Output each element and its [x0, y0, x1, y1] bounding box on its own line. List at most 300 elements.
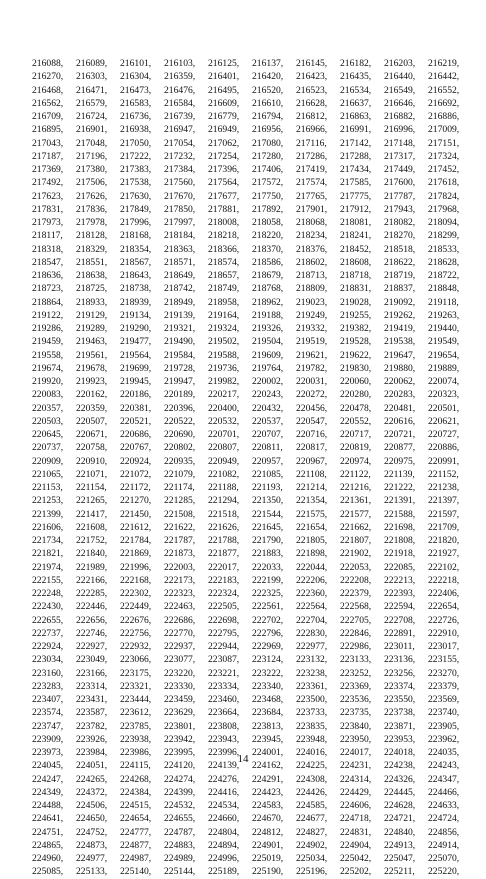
number-cell: 220532,	[208, 415, 240, 427]
number-cell: 223011,	[384, 641, 415, 652]
number-cell: 220507,	[76, 415, 108, 427]
number-cell: 221752,	[76, 535, 108, 546]
number-cell: 221361,	[340, 495, 372, 507]
number-cell: 218719,	[384, 270, 416, 281]
number-cell: 220949,	[208, 455, 240, 467]
number-cell: 216709,	[32, 111, 64, 122]
number-cell: 222726,	[428, 614, 460, 626]
number-cell: 219324,	[208, 323, 240, 334]
number-cell: 218184,	[164, 230, 196, 242]
number-cell: 219290,	[120, 323, 152, 334]
number-cell: 220701,	[208, 429, 240, 440]
number-cell: 217670,	[164, 190, 196, 202]
number-cell: 220811,	[252, 442, 283, 454]
number-cell: 219092,	[384, 296, 416, 308]
number-cell: 216549,	[384, 84, 416, 96]
number-cell: 218081,	[340, 217, 372, 228]
number-cell: 217254,	[208, 150, 240, 162]
number-cell: 219880,	[384, 362, 416, 374]
number-cell: 220359,	[76, 402, 108, 414]
number-cell: 216562,	[32, 97, 64, 109]
number-cell: 220280,	[340, 389, 372, 401]
number-cell: 221918,	[384, 548, 416, 560]
number-cell: 222770,	[164, 627, 196, 639]
number-cell: 222986,	[340, 641, 372, 652]
number-cell: 220877,	[384, 442, 416, 454]
table-row	[32, 614, 472, 627]
number-cell: 224873,	[76, 839, 108, 851]
table-row	[32, 561, 472, 574]
number-cell: 221869,	[120, 548, 152, 560]
number-cell: 221265,	[76, 495, 108, 507]
number-cell: 219609,	[252, 349, 284, 361]
number-cell: 218366,	[208, 243, 240, 255]
number-cell: 216628,	[296, 97, 328, 109]
number-cell: 222449,	[120, 601, 152, 613]
number-cell: 216401,	[208, 71, 240, 83]
number-cell: 218608,	[340, 256, 372, 268]
table-row	[32, 402, 472, 415]
number-cell: 221108,	[296, 468, 327, 480]
number-cell: 225220,	[428, 866, 460, 878]
number-cell: 219382,	[340, 323, 372, 334]
number-cell: 224883,	[164, 839, 196, 851]
number-cell: 220621,	[428, 415, 460, 427]
number-cell: 223733,	[296, 707, 328, 719]
number-cell: 220083,	[32, 389, 64, 401]
number-cell: 219736,	[208, 362, 240, 374]
number-cell: 223321,	[120, 680, 152, 692]
number-cell: 219504,	[252, 336, 284, 348]
number-cell: 219477,	[120, 336, 152, 348]
number-cell: 224051,	[76, 760, 108, 772]
number-cell: 222944,	[208, 641, 240, 652]
number-cell: 216966,	[296, 124, 328, 136]
number-cell: 220323,	[428, 389, 460, 401]
number-cell: 217196,	[76, 150, 108, 162]
number-cell: 224120,	[164, 760, 196, 772]
number-cell: 221391,	[384, 495, 416, 507]
number-cell: 219564,	[120, 349, 152, 361]
table-row	[32, 428, 472, 441]
number-cell: 217492,	[32, 177, 64, 189]
number-cell: 221193,	[252, 482, 283, 493]
number-cell: 224670,	[252, 813, 284, 825]
number-cell: 221508,	[164, 508, 196, 520]
number-cell: 220975,	[384, 455, 416, 467]
number-cell: 218094,	[428, 217, 460, 228]
number-cell: 223740,	[428, 707, 460, 719]
number-cell: 218939,	[120, 296, 152, 308]
number-cell: 220935,	[164, 455, 196, 467]
number-cell: 216471,	[76, 84, 108, 96]
table-row	[32, 600, 472, 613]
number-cell: 219519,	[296, 336, 328, 348]
table-row	[32, 362, 472, 375]
number-cell: 218958,	[208, 296, 240, 308]
number-cell: 221840,	[76, 548, 108, 560]
number-cell: 218749,	[208, 283, 240, 295]
number-cell: 222360,	[296, 588, 328, 599]
table-row	[32, 415, 472, 428]
number-cell: 216219,	[428, 58, 460, 69]
number-cell: 217600,	[384, 177, 416, 189]
number-cell: 225047,	[384, 853, 416, 864]
number-cell: 218567,	[120, 256, 152, 268]
number-cell: 221397,	[428, 495, 460, 507]
table-row	[32, 97, 472, 110]
number-cell: 218718,	[340, 270, 372, 281]
number-cell: 222208,	[340, 574, 372, 586]
number-cell: 217881,	[208, 203, 240, 215]
table-row	[32, 508, 472, 521]
number-cell: 221645,	[252, 521, 284, 533]
number-cell: 222830,	[296, 627, 328, 639]
number-cell: 221154,	[76, 482, 107, 493]
number-cell: 223459,	[164, 694, 196, 705]
number-cell: 224035,	[428, 747, 460, 758]
number-cell: 219584,	[164, 349, 196, 361]
number-cell: 218962,	[252, 296, 284, 308]
table-row	[32, 110, 472, 123]
number-cell: 218837,	[384, 283, 416, 295]
number-cell: 222655,	[32, 614, 64, 626]
table-row	[32, 70, 472, 83]
number-cell: 223550,	[384, 694, 416, 705]
number-cell: 221174,	[164, 482, 195, 493]
number-cell: 217973,	[32, 217, 64, 228]
number-cell: 223735,	[340, 707, 372, 719]
number-cell: 220807,	[208, 442, 240, 454]
number-cell: 217849,	[120, 203, 152, 215]
number-cell: 223574,	[32, 707, 64, 719]
number-cell: 220162,	[76, 389, 108, 401]
number-cell: 218547,	[32, 256, 64, 268]
number-cell: 219982,	[208, 376, 240, 387]
number-cell: 224894,	[208, 839, 240, 851]
table-row	[32, 163, 472, 176]
table-row	[32, 640, 472, 653]
number-cell: 223340,	[252, 680, 284, 692]
number-cell: 219674,	[32, 362, 64, 374]
number-cell: 217750,	[252, 190, 284, 202]
number-cell: 216088,	[32, 58, 64, 69]
number-cell: 216991,	[340, 124, 372, 136]
number-cell: 217943,	[384, 203, 416, 215]
number-cell: 220721,	[384, 429, 416, 440]
number-cell: 221270,	[120, 495, 152, 507]
number-cell: 219249,	[296, 309, 328, 321]
number-cell: 224996,	[208, 853, 240, 864]
number-cell: 225190,	[252, 866, 284, 878]
number-cell: 217434,	[340, 164, 372, 175]
number-cell: 218864,	[32, 296, 64, 308]
number-cell: 218809,	[296, 283, 328, 295]
number-cell: 217380,	[76, 164, 108, 175]
number-cell: 222927,	[76, 641, 108, 652]
number-cell: 223314,	[76, 680, 108, 692]
number-cell: 222053,	[340, 561, 372, 573]
number-cell: 222463,	[164, 601, 196, 613]
number-cell: 218329,	[76, 243, 108, 255]
number-cell: 224399,	[164, 786, 196, 798]
number-cell: 220062,	[384, 376, 416, 387]
number-cell: 224751,	[32, 826, 64, 838]
table-row	[32, 799, 472, 812]
number-cell: 221071,	[76, 468, 108, 480]
table-row	[32, 812, 472, 825]
number-cell: 217824,	[428, 190, 460, 202]
number-cell: 220537,	[252, 415, 284, 427]
number-cell: 217151,	[428, 137, 460, 149]
number-cell: 218518,	[384, 243, 416, 255]
number-cell: 216895,	[32, 124, 64, 136]
number-cell: 223996,	[208, 747, 240, 758]
number-cell: 224426,	[296, 786, 328, 798]
number-cell: 217317,	[384, 150, 416, 162]
table-row	[32, 296, 472, 309]
number-cell: 224162,	[252, 760, 284, 772]
table-row	[32, 375, 472, 388]
number-cell: 223629,	[164, 707, 196, 719]
number-cell: 219332,	[296, 323, 328, 334]
table-row	[32, 229, 472, 242]
number-cell: 216637,	[340, 97, 372, 109]
number-cell: 217449,	[384, 164, 416, 175]
number-cell: 216812,	[296, 111, 328, 122]
number-cell: 221608,	[76, 521, 108, 533]
number-cell: 220400,	[208, 402, 240, 414]
number-cell: 224677,	[296, 813, 328, 825]
number-cell: 221927,	[428, 548, 460, 560]
number-cell: 218354,	[120, 243, 152, 255]
number-cell: 220396,	[164, 402, 196, 414]
number-cell: 224347,	[428, 773, 460, 785]
number-cell: 218376,	[296, 243, 328, 255]
number-cell: 216534,	[340, 84, 372, 96]
number-cell: 219023,	[296, 296, 328, 308]
number-cell: 219920,	[32, 376, 64, 387]
number-cell: 224787,	[164, 826, 196, 838]
number-cell: 221654,	[296, 521, 328, 533]
number-cell: 217043,	[32, 137, 64, 149]
number-cell: 216736,	[120, 111, 152, 122]
number-cell: 222568,	[340, 601, 372, 613]
number-cell: 223973,	[32, 747, 64, 758]
number-cell: 219622,	[340, 349, 372, 361]
number-cell: 221139,	[384, 468, 415, 480]
number-cell: 225034,	[296, 853, 328, 864]
number-cell: 221082,	[208, 468, 240, 480]
number-cell: 224724,	[428, 813, 460, 825]
number-cell: 222206,	[296, 574, 328, 586]
number-cell: 218299,	[428, 230, 460, 242]
number-cell: 224752,	[76, 826, 108, 838]
number-cell: 223252,	[340, 667, 372, 679]
number-cell: 217836,	[76, 203, 108, 215]
number-cell: 220552,	[340, 415, 372, 427]
number-cell: 224655,	[164, 813, 196, 825]
number-cell: 216476,	[164, 84, 196, 96]
table-row	[32, 839, 472, 852]
number-cell: 224654,	[120, 813, 152, 825]
number-cell: 221698,	[384, 521, 416, 533]
number-cell: 224231,	[340, 760, 372, 772]
number-cell: 217831,	[32, 203, 64, 215]
number-cell: 221253,	[32, 495, 64, 507]
number-cell: 223361,	[296, 680, 328, 692]
number-cell: 219321,	[164, 323, 196, 334]
table-row	[32, 84, 472, 97]
number-cell: 224865,	[32, 839, 64, 851]
number-cell: 218008,	[208, 217, 240, 228]
number-cell: 217787,	[384, 190, 416, 202]
number-cell: 221734,	[32, 535, 64, 546]
number-cell: 225133,	[76, 866, 108, 878]
number-cell: 218370,	[252, 243, 284, 255]
table-row	[32, 680, 472, 693]
number-cell: 222937,	[164, 641, 196, 652]
number-cell: 220186,	[120, 389, 152, 401]
number-cell: 217406,	[252, 164, 284, 175]
number-cell: 218058,	[252, 217, 284, 228]
number-cell: 222932,	[120, 641, 152, 652]
number-cell: 219830,	[340, 362, 372, 374]
number-cell: 216947,	[164, 124, 196, 136]
number-cell: 223132,	[296, 654, 328, 666]
number-cell: 220189,	[164, 389, 196, 401]
number-cell: 221807,	[340, 535, 372, 546]
table-row	[32, 57, 472, 70]
number-cell: 216473,	[120, 84, 152, 96]
number-cell: 220737,	[32, 442, 64, 454]
table-row	[32, 706, 472, 719]
number-cell: 219459,	[32, 336, 64, 348]
number-cell: 220671,	[76, 429, 108, 440]
number-cell: 222285,	[76, 588, 108, 599]
number-cell: 221544,	[252, 508, 284, 520]
number-cell: 223270,	[428, 667, 460, 679]
number-cell: 224265,	[76, 773, 108, 785]
number-cell: 220002,	[252, 376, 284, 387]
number-cell: 224960,	[32, 853, 64, 864]
number-cell: 220272,	[296, 389, 328, 401]
number-cell: 217585,	[340, 177, 372, 189]
number-cell: 223684,	[252, 707, 284, 719]
number-cell: 221153,	[32, 482, 63, 493]
number-cell: 223017,	[428, 641, 460, 652]
number-cell: 223460,	[208, 694, 240, 705]
number-cell: 219262,	[384, 309, 416, 321]
number-cell: 224904,	[340, 839, 372, 851]
table-row	[32, 150, 472, 163]
number-cell: 224804,	[208, 826, 240, 838]
number-cell: 222656,	[76, 614, 108, 626]
number-cell: 224017,	[340, 747, 372, 758]
number-cell: 221588,	[384, 508, 416, 520]
number-cell: 219654,	[428, 349, 460, 361]
number-cell: 222430,	[32, 601, 64, 613]
number-cell: 222594,	[384, 601, 416, 613]
number-cell: 224349,	[32, 786, 64, 798]
table-row	[32, 627, 472, 640]
table-row	[32, 203, 472, 216]
number-cell: 217912,	[340, 203, 372, 215]
number-cell: 216125,	[208, 58, 240, 69]
number-cell: 216468,	[32, 84, 64, 96]
number-cell: 224532,	[164, 800, 196, 811]
number-cell: 216103,	[164, 58, 196, 69]
table-row	[32, 534, 472, 547]
table-row	[32, 865, 472, 878]
table-row	[32, 335, 472, 348]
number-cell: 224274,	[164, 773, 196, 785]
number-cell: 216552,	[428, 84, 460, 96]
number-cell: 224225,	[296, 760, 328, 772]
number-cell: 224416,	[208, 786, 240, 798]
number-cell: 223431,	[76, 694, 108, 705]
number-cell: 221606,	[32, 521, 64, 533]
number-cell: 217775,	[340, 190, 372, 202]
table-row	[32, 388, 472, 401]
table-row	[32, 256, 472, 269]
number-cell: 220478,	[340, 402, 372, 414]
number-cell: 222698,	[208, 614, 240, 626]
number-cell: 224045,	[32, 760, 64, 772]
table-row	[32, 216, 472, 229]
number-cell: 223782,	[76, 720, 108, 732]
table-row	[32, 481, 472, 494]
number-cell: 217054,	[164, 137, 196, 149]
number-cell: 223136,	[384, 654, 416, 666]
number-cell: 221902,	[340, 548, 372, 560]
number-cell: 221622,	[164, 521, 196, 533]
number-cell: 220686,	[120, 429, 152, 440]
number-cell: 225140,	[120, 866, 152, 878]
number-cell: 224018,	[384, 747, 416, 758]
number-cell: 219263,	[428, 309, 460, 321]
number-cell: 220031,	[296, 376, 328, 387]
number-cell: 224902,	[296, 839, 328, 851]
number-cell: 223087,	[208, 654, 240, 666]
number-cell: 224466,	[428, 786, 460, 798]
number-cell: 218574,	[208, 256, 240, 268]
number-cell: 224291,	[252, 773, 284, 785]
number-cell: 224515,	[120, 800, 152, 811]
number-cell: 217232,	[164, 150, 196, 162]
number-cell: 220522,	[164, 415, 196, 427]
number-cell: 224650,	[76, 813, 108, 825]
number-cell: 217222,	[120, 150, 152, 162]
number-cell: 217626,	[76, 190, 108, 202]
number-cell: 225070,	[428, 853, 460, 864]
number-cell: 216440,	[384, 71, 416, 83]
number-cell: 219945,	[120, 376, 152, 387]
number-cell: 217677,	[208, 190, 240, 202]
number-cell: 217901,	[296, 203, 328, 215]
number-cell: 221575,	[296, 508, 328, 520]
number-cell: 220074,	[428, 376, 460, 387]
number-cell: 223945,	[252, 733, 284, 745]
table-row	[32, 667, 472, 680]
number-cell: 218533,	[428, 243, 460, 255]
number-cell: 224488,	[32, 800, 64, 811]
number-cell: 223664,	[208, 707, 240, 719]
table-row	[32, 468, 472, 481]
number-cell: 220707,	[252, 429, 284, 440]
number-cell: 224777,	[120, 826, 152, 838]
number-cell: 224718,	[340, 813, 372, 825]
